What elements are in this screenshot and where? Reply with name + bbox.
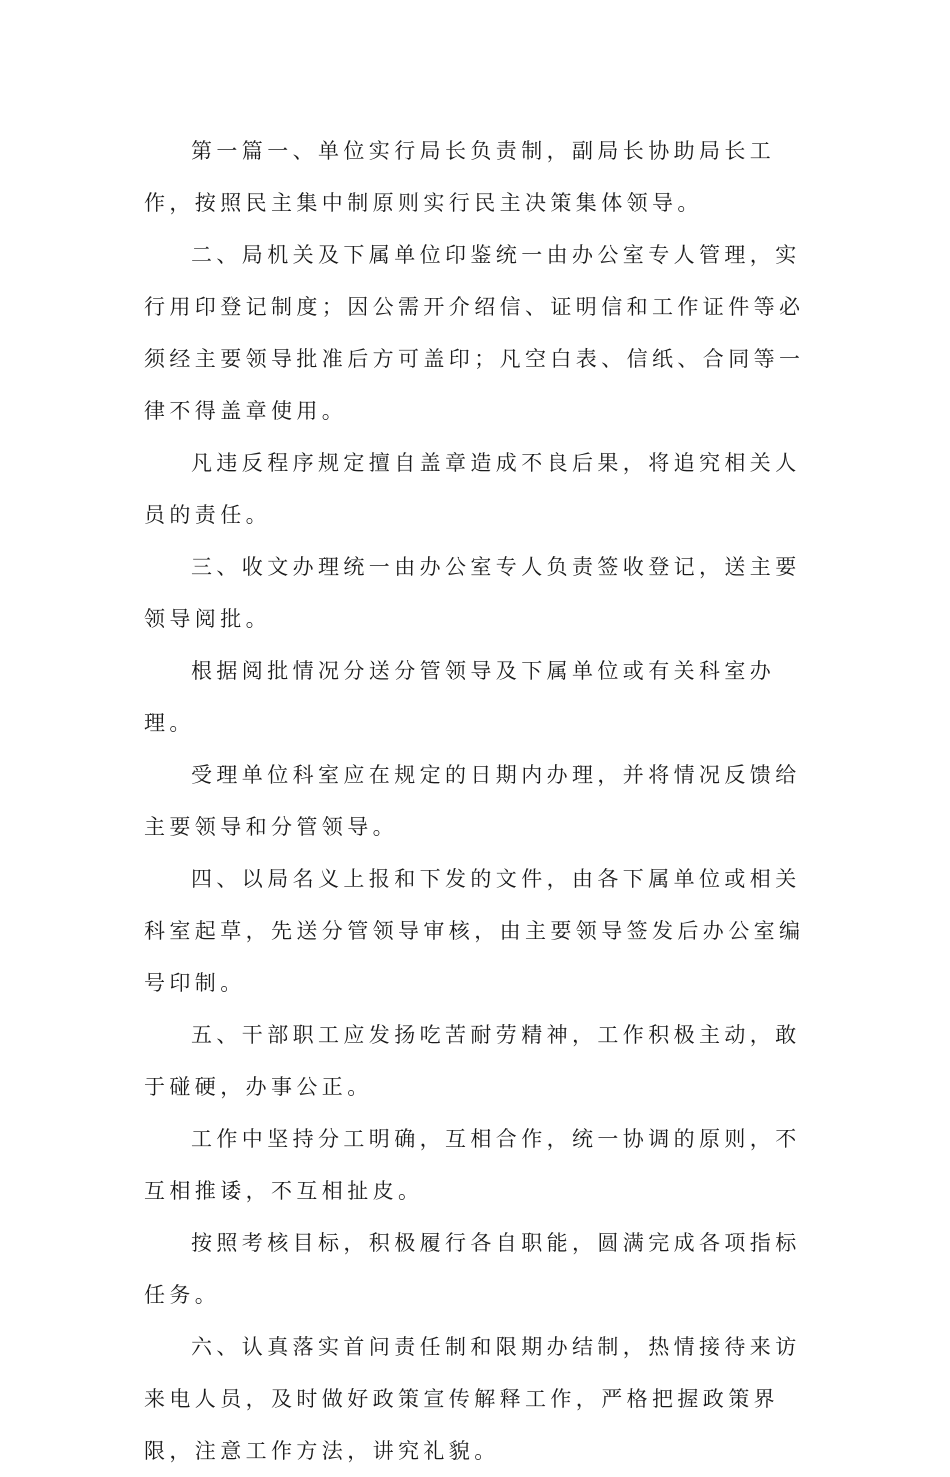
paragraph-9: 工作中坚持分工明确，互相合作，统一协调的原则，不互相推诿，不互相扯皮。 xyxy=(144,1127,801,1203)
paragraph-10: 按照考核目标，积极履行各自职能，圆满完成各项指标任务。 xyxy=(144,1231,801,1307)
paragraph-7: 四、以局名义上报和下发的文件，由各下属单位或相关科室起草，先送分管领导审核，由主要领导签发后办公室编号印制。 xyxy=(144,867,805,995)
paragraph-2: 二、局机关及下属单位印鉴统一由办公室专人管理，实行用印登记制度；因公需开介绍信、证明信和工作证件等必须经主要领导批准后方可盖印；凡空白表、信纸、合同等一律不得盖章使用。 xyxy=(144,243,805,423)
paragraph-8: 五、干部职工应发扬吃苦耐劳精神，工作积极主动，敢于碰硬，办事公正。 xyxy=(144,1023,801,1099)
paragraph-4: 三、收文办理统一由办公室专人负责签收登记，送主要领导阅批。 xyxy=(144,555,801,631)
paragraph-1: 第一篇一、单位实行局长负责制，副局长协助局长工作，按照民主集中制原则实行民主决策集体领导。 xyxy=(144,139,776,215)
paragraph-6: 受理单位科室应在规定的日期内办理，并将情况反馈给主要领导和分管领导。 xyxy=(144,763,801,839)
paragraph-5: 根据阅批情况分送分管领导及下属单位或有关科室办理。 xyxy=(144,659,776,735)
paragraph-3: 凡违反程序规定擅自盖章造成不良后果，将追究相关人员的责任。 xyxy=(144,451,801,527)
paragraph-11: 六、认真落实首问责任制和限期办结制，热情接待来访来电人员，及时做好政策宣传解释工作，严格把握政策界限，注意工作方法，讲究礼貌。 xyxy=(144,1335,801,1463)
document-body xyxy=(144,125,809,1477)
